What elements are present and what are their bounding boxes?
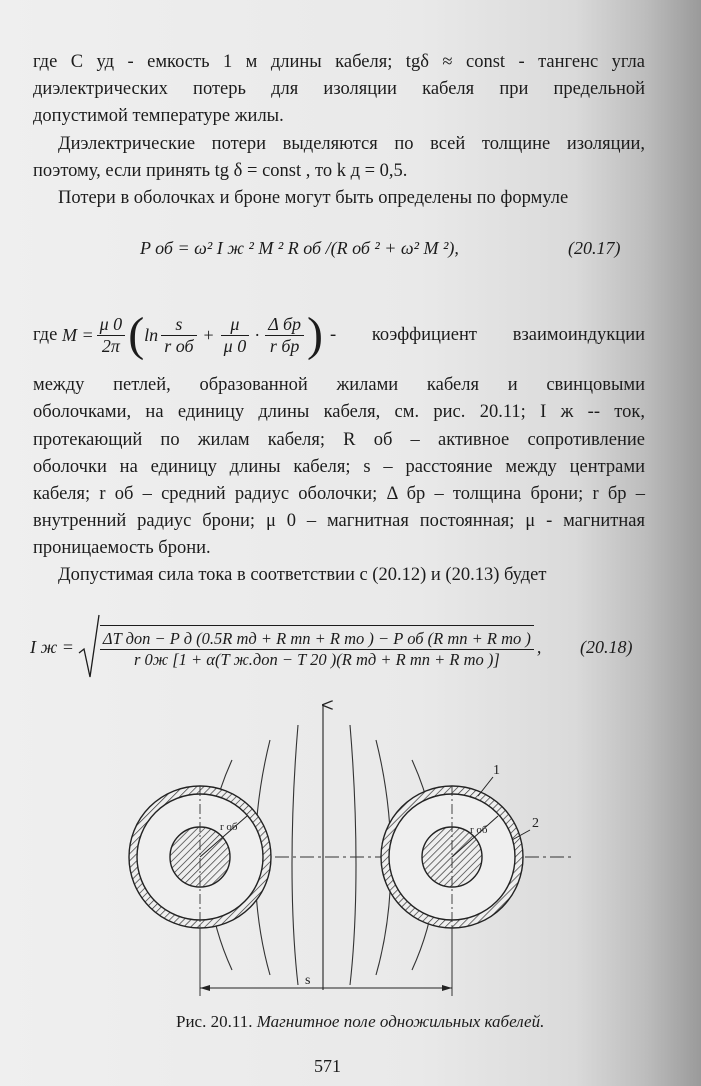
delta-num: Δ бр — [265, 314, 304, 336]
page-number: 571 — [314, 1056, 341, 1076]
mu0-den: μ 0 — [223, 335, 247, 356]
mu-ratio-fraction — [221, 314, 250, 357]
equation-20-18 — [30, 612, 541, 682]
equation-number-20-18: (20.18) — [580, 637, 633, 657]
leader-1 — [478, 777, 493, 796]
where-label: где — [33, 325, 58, 345]
text-line-1: где C уд - емкость 1 м длины кабеля; tgδ ≈ const - тангенс угла — [33, 52, 645, 72]
sqrt-numerator: ΔT доп − P д (0.5R тд + R тп + R то ) − P об (R тп + R то ) — [100, 629, 534, 650]
dim-arrow-left — [200, 985, 210, 991]
text-line-14: проницаемость брони. — [33, 538, 211, 558]
m-lhs: M = — [62, 324, 94, 345]
caption-title: Магнитное поле одножильных кабелей. — [256, 1012, 545, 1031]
text-line-10: протекающий по жилам кабеля; R об – активное сопротивление — [33, 430, 645, 450]
text-line-8: между петлей, образованной жилами кабеля и свинцовыми — [33, 375, 645, 395]
label-r-left: r об — [220, 821, 238, 833]
text-line-2: диэлектрических потерь для изоляции кабеля при предельной — [33, 79, 645, 99]
label-r-right: r об — [470, 824, 488, 836]
rbr-den: r бр — [269, 335, 300, 356]
s-num: s — [161, 314, 196, 336]
field-line — [292, 725, 298, 985]
ln-label: ln — [144, 324, 159, 345]
mu-num: μ — [221, 314, 250, 336]
field-line — [350, 725, 356, 985]
equation-number-20-17: (20.17) — [568, 238, 621, 258]
caption-prefix: Рис. 20.11. — [176, 1012, 253, 1031]
text-line-4: Диэлектрические потери выделяются по всей толщине изоляции, — [58, 134, 645, 154]
figure-magnetic-field — [0, 700, 701, 1010]
label-s: s — [305, 973, 311, 988]
i-lhs: I ж = — [30, 636, 74, 657]
equation-20-17: P об = ω² I ж ² M ² R об /(R об ² + ω² M ²), — [140, 238, 459, 258]
sqrt-denominator: r 0ж [1 + α(T ж.доп − T 20 )(R тд + R тп + R то )] — [133, 649, 500, 669]
coefficient-description: - коэффициент взаимоиндукции — [330, 325, 645, 345]
text-line-5: поэтому, если принять tg δ = const , то k д = 0,5. — [33, 161, 408, 181]
s-over-r-fraction — [161, 314, 196, 357]
figure-caption — [176, 1012, 544, 1032]
m-coef-num: μ 0 — [97, 314, 126, 336]
r-den: r об — [164, 335, 194, 356]
sqrt-sign — [78, 613, 100, 681]
text-line-13: внутренний радиус брони; μ 0 – магнитная постоянная; μ - магнитная — [33, 511, 645, 531]
delta-over-r-fraction — [265, 314, 304, 357]
text-line-3: допустимой температуре жилы. — [33, 106, 284, 126]
text-line-9: оболочками, на единицу длины кабеля, см. рис. 20.11; I ж -- ток, — [33, 402, 645, 422]
left-paren: ( — [128, 308, 145, 361]
equation-M — [62, 300, 323, 370]
m-coefficient-fraction — [97, 314, 126, 357]
text-line-12: кабеля; r об – средний радиус оболочки; Δ бр – толщина брони; r бр – — [33, 484, 645, 504]
right-paren: ) — [307, 308, 323, 361]
text-line-6: Потери в оболочках и броне могут быть определены по формуле — [58, 188, 569, 208]
text-line-11: оболочки на единицу длины кабеля; s – расстояние между центрами — [33, 457, 645, 477]
text-line-15: Допустимая сила тока в соответствии с (20.12) и (20.13) будет — [58, 565, 547, 585]
label-1: 1 — [493, 763, 500, 778]
m-coef-den: 2π — [101, 335, 120, 356]
cable-right — [381, 786, 523, 928]
cable-left — [129, 786, 271, 928]
label-2: 2 — [532, 816, 539, 831]
dim-arrow-right — [442, 985, 452, 991]
plus-sign: + — [203, 324, 214, 345]
sqrt-fraction — [100, 625, 534, 670]
comma: , — [536, 636, 542, 657]
dot-sign: · — [254, 324, 261, 345]
